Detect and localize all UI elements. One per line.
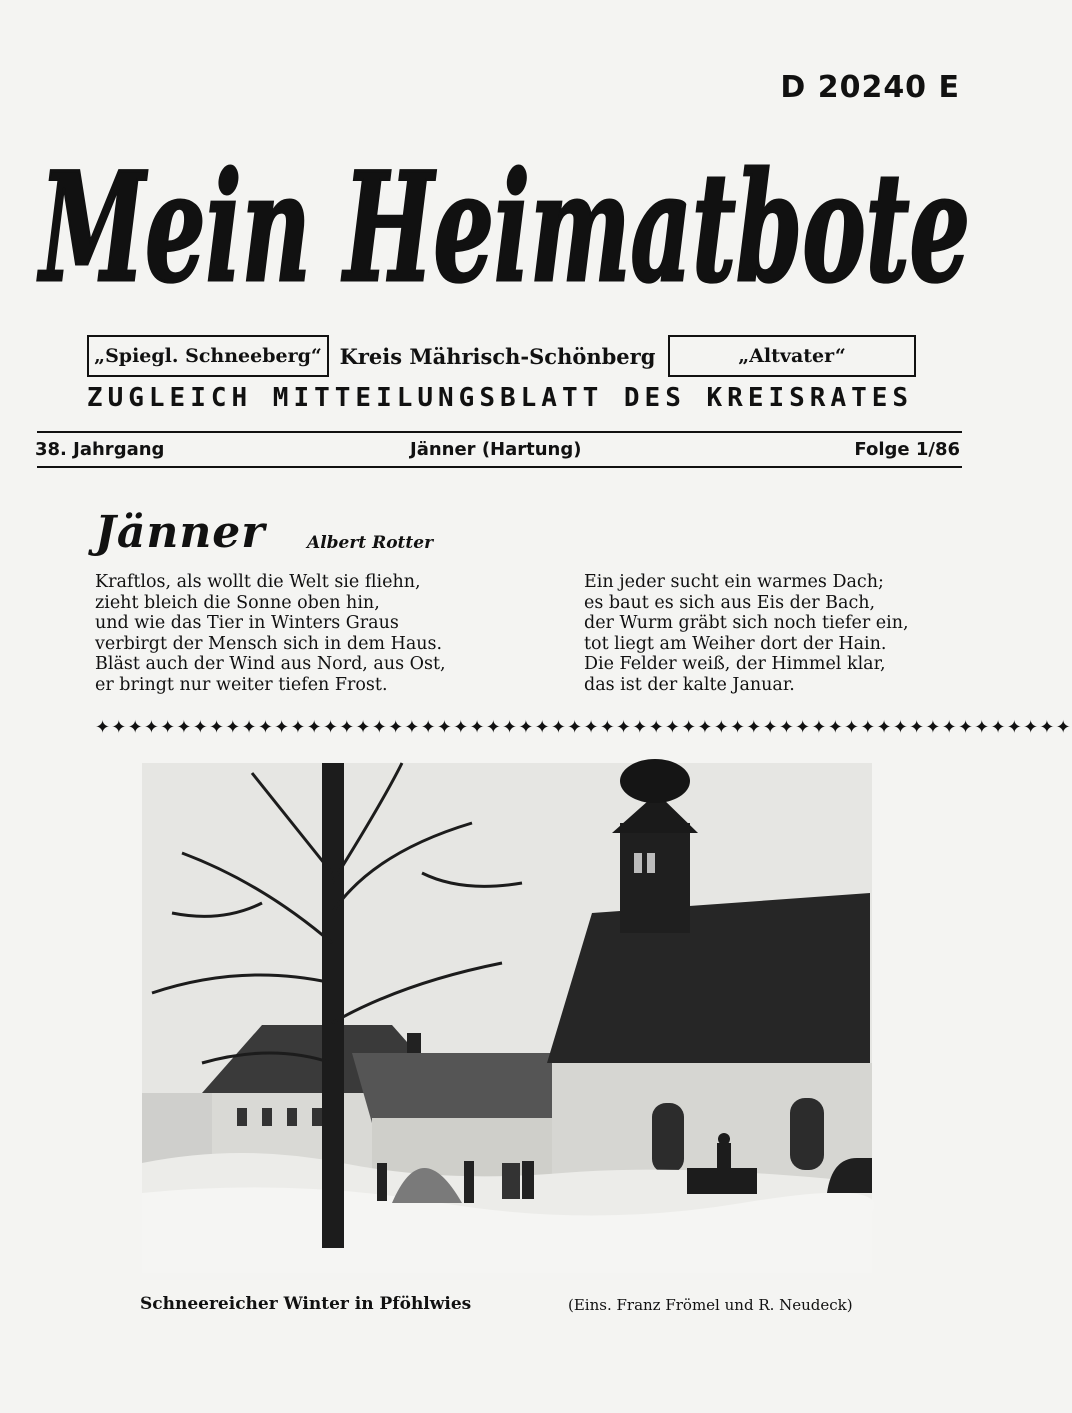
volume-label: 38. Jahrgang [35,439,165,460]
poem-line: der Wurm gräbt sich noch tiefer ein, [584,613,909,634]
ornament-divider: ✦✦✦✦✦✦✦✦✦✦✦✦✦✦✦✦✦✦✦✦✦✦✦✦✦✦✦✦✦✦✦✦✦✦✦✦✦✦✦✦✦✦✦✦✦✦✦✦✦✦✦✦✦✦✦✦✦✦✦✦ [95,717,1072,738]
divider-top [37,431,962,433]
masthead-title [30,110,980,335]
poem-stanza-1 [95,572,446,696]
poem-line: Kraftlos, als wollt die Welt sie fliehn, [95,572,421,592]
divider-bottom [37,466,962,468]
region-label-right: „Altvater“ [668,335,916,377]
poem-stanza-2 [584,572,909,696]
issue-number: Folge 1/86 [854,439,960,460]
poem-line: Die Felder weiß, der Himmel klar, [584,654,886,675]
poem-title: Jänner [95,507,266,558]
poem-line: zieht bleich die Sonne oben hin, [95,592,380,613]
poem-line: Ein jeder sucht ein warmes Dach; [584,572,884,592]
subtitle: ZUGLEICH MITTEILUNGSBLATT DES KREISRATES [86,383,914,413]
poem-line: Bläst auch der Wind aus Nord, aus Ost, [95,654,446,675]
poem-line: er bringt nur weiter tiefen Frost. [95,674,388,695]
masthead-text: Mein Heimatbote [36,140,970,316]
winter-photo [142,763,872,1273]
poem-line: verbirgt der Mensch sich in dem Haus. [95,633,443,654]
issue-code: D 20240 E [780,70,960,105]
poem-author: Albert Rotter [307,533,434,553]
month-label: Jänner (Hartung) [410,439,582,460]
poem-line: das ist der kalte Januar. [584,674,795,695]
poem-line: tot liegt am Weiher dort der Hain. [584,633,887,654]
poem-line: es baut es sich aus Eis der Bach, [584,592,876,613]
photo-caption: Schneereicher Winter in Pföhlwies [140,1294,472,1314]
poem-line: und wie das Tier in Winters Graus [95,613,399,634]
region-label-left: „Spiegl. Schneeberg“ [87,335,329,377]
district-label: Kreis Mährisch-Schönberg [339,343,656,369]
photo-credit: (Eins. Franz Frömel und R. Neudeck) [568,1296,853,1314]
